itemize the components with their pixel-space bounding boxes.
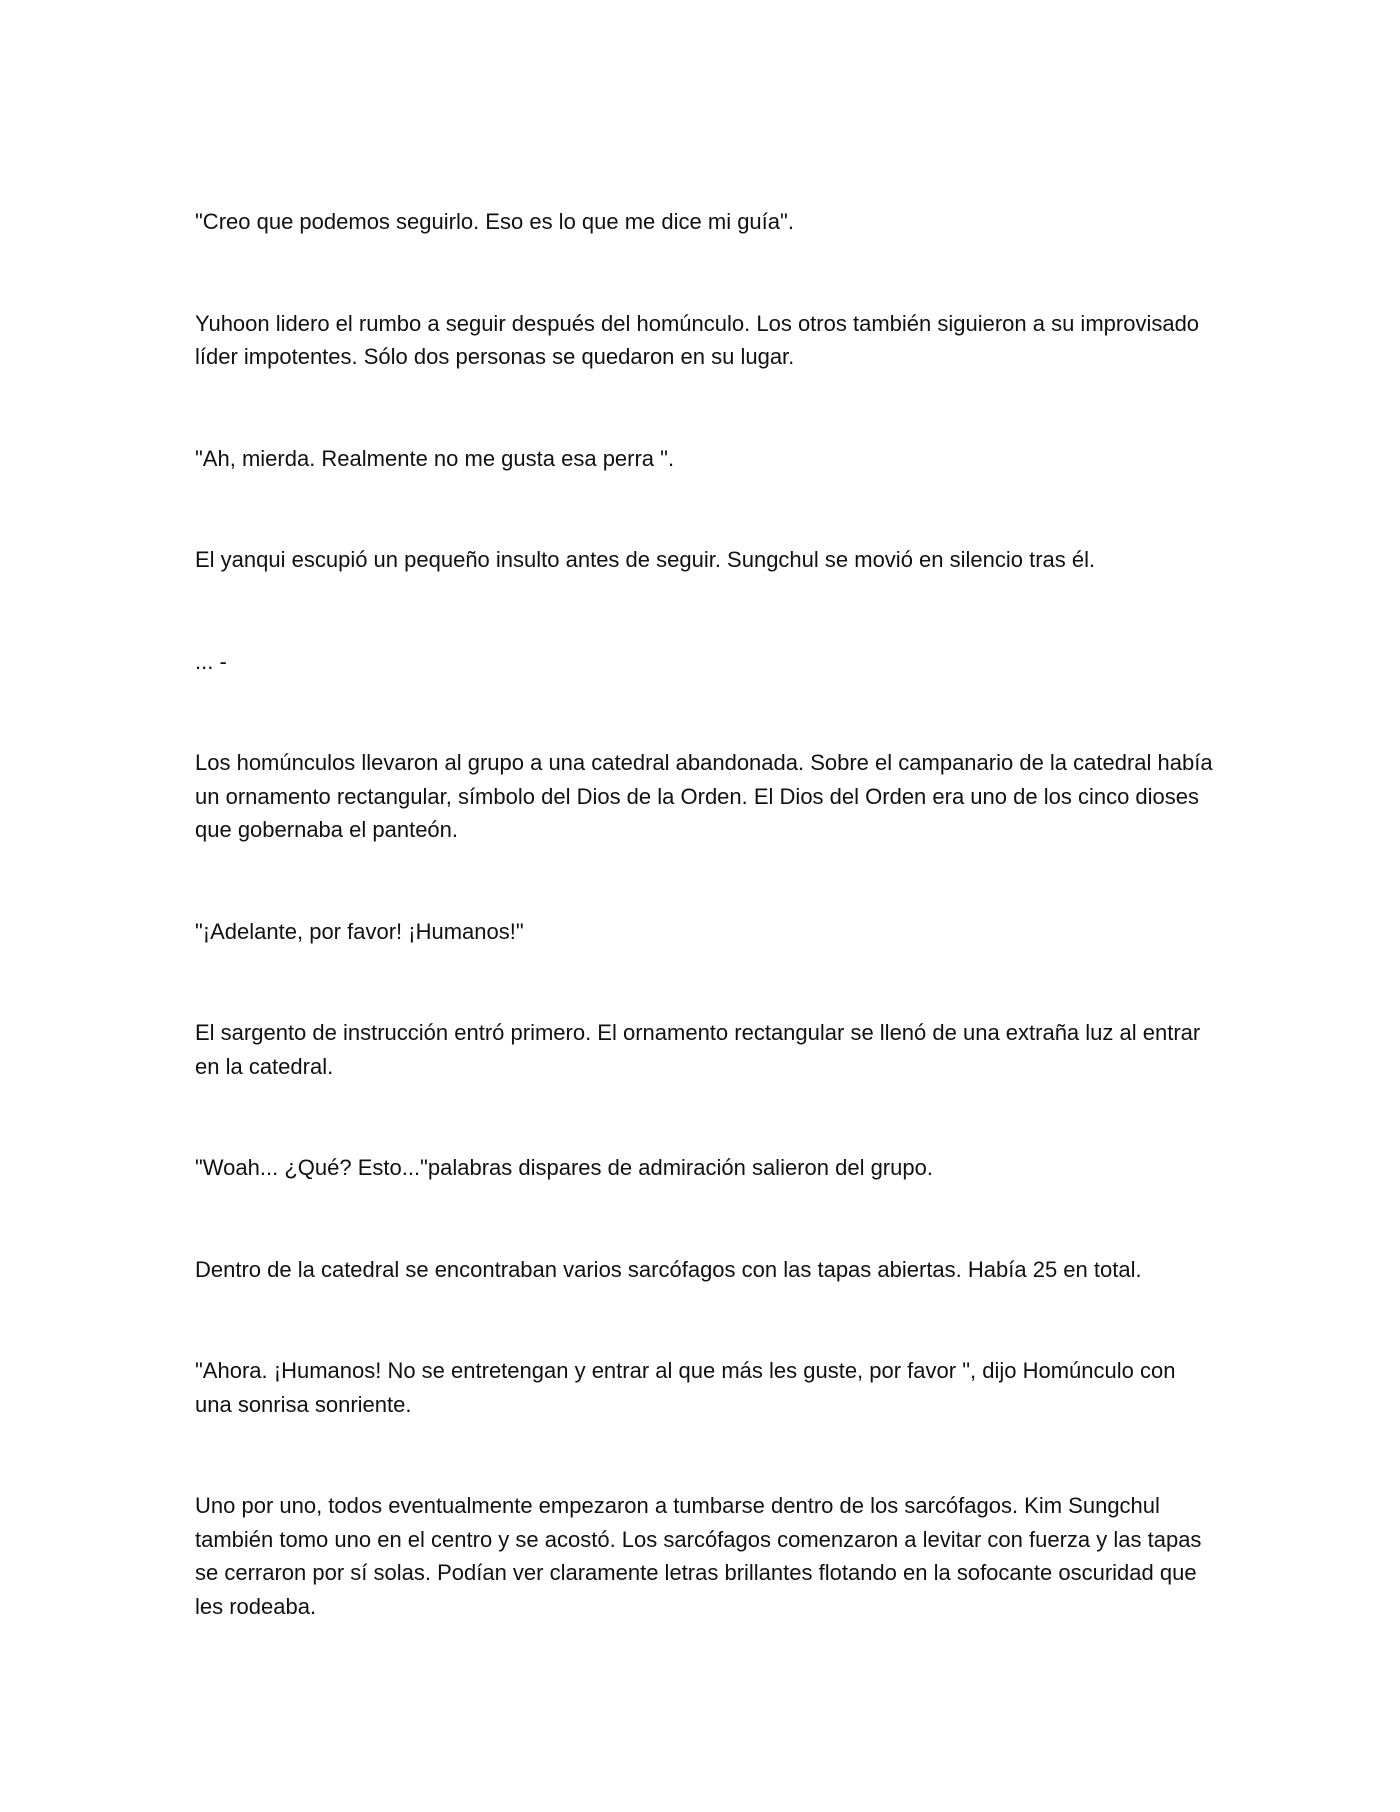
paragraph-4: El yanqui escupió un pequeño insulto antes de seguir. Sungchul se movió en silencio tras él. bbox=[195, 547, 1096, 572]
paragraph-2: Yuhoon lidero el rumbo a seguir después del homúnculo. Los otros también siguieron a su improvisado líder impotentes. Sólo dos personas se quedaron en su lugar. bbox=[195, 310, 1200, 369]
paragraph-8: El sargento de instrucción entró primero. El ornamento rectangular se llenó de una extraña luz al entrar en la catedral. bbox=[195, 1020, 1201, 1079]
paragraph-7: "¡Adelante, por favor! ¡Humanos!" bbox=[195, 918, 524, 944]
paragraph-6: Los homúnculos llevaron al grupo a una catedral abandonada. Sobre el campanario de la catedral había un ornamento rectangular, símbolo del Dios de la Orden. El Dios del Orden era uno de los cinco dioses que gobernaba el panteón. bbox=[195, 750, 1213, 842]
paragraph-10: Dentro de la catedral se encontraban varios sarcófagos con las tapas abiertas. Había 25 en total. bbox=[195, 1256, 1142, 1282]
paragraph-1: "Creo que podemos seguirlo. Eso es lo que me dice mi guía". bbox=[195, 209, 794, 234]
paragraph-9: "Woah... ¿Qué? Esto..."palabras dispares de admiración salieron del grupo. bbox=[195, 1155, 933, 1180]
paragraph-11: "Ahora. ¡Humanos! No se entretengan y entrar al que más les guste, por favor ", dijo Homúnculo con una sonrisa sonriente. bbox=[195, 1358, 1176, 1417]
text-column bbox=[195, 205, 1215, 1691]
paragraph-12: Uno por uno, todos eventualmente empezaron a tumbarse dentro de los sarcófagos. Kim Sungchul también tomo uno en el centro y se acostó. Los sarcófagos comenzaron a levitar con fuerza y las tapas se cerraron por sí solas. Podían ver claramente letras brillantes flotando en la sofocante oscuridad que les rodeaba. bbox=[195, 1493, 1202, 1619]
paragraph-3: "Ah, mierda. Realmente no me gusta esa perra ". bbox=[195, 445, 675, 471]
paragraph-5: ... - bbox=[195, 648, 227, 674]
